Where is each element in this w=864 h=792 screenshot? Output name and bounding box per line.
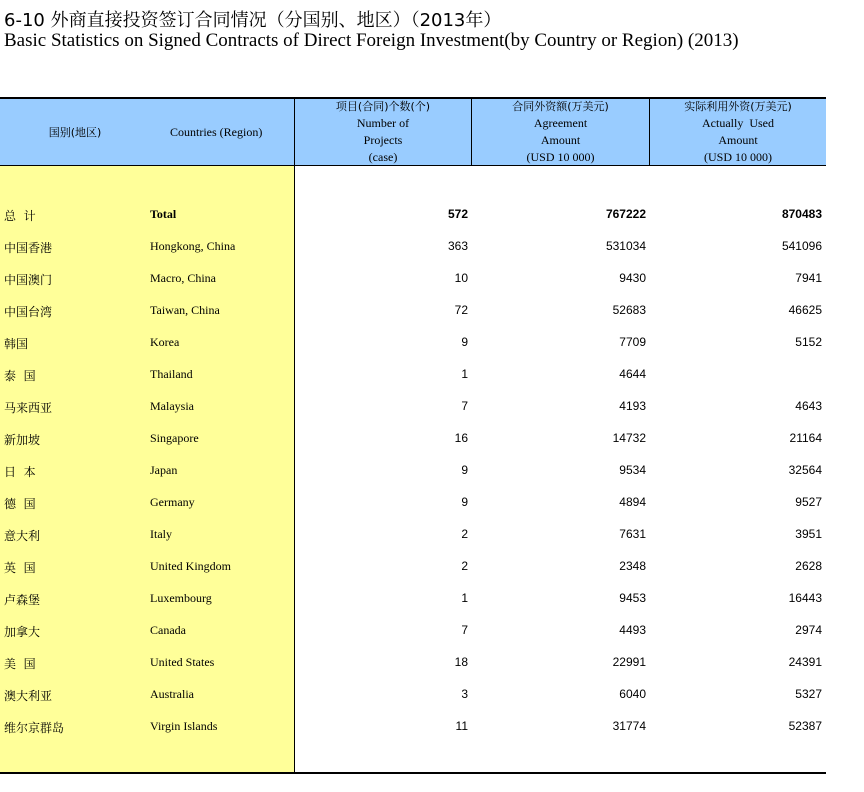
table-row [0, 207, 826, 227]
agreement-value: 4493 [619, 623, 646, 637]
country-en: Australia [150, 687, 194, 701]
country-en: Virgin Islands [150, 719, 218, 733]
country-en: Germany [150, 495, 195, 509]
country-cn: 韩国 [4, 337, 29, 351]
country-cn: 意大利 [4, 529, 41, 543]
actual-value: 2974 [795, 623, 822, 637]
country-cn: 总 计 [4, 209, 36, 223]
country-en: Japan [150, 463, 178, 477]
actual-value: 32564 [788, 463, 822, 477]
agreement-value: 4193 [619, 399, 646, 413]
country-en: Italy [150, 527, 172, 541]
table-row [0, 655, 826, 675]
projects-value: 16 [454, 431, 468, 445]
country-cn: 美 国 [4, 657, 36, 671]
projects-value: 18 [454, 655, 468, 669]
actual-value: 541096 [781, 239, 822, 253]
table-row [0, 399, 826, 419]
projects-value: 3 [461, 687, 468, 701]
header-agreement: 合同外资额(万美元) Agreement Amount (USD 10 000) [512, 100, 609, 164]
actual-value: 3951 [795, 527, 822, 541]
projects-value: 7 [461, 399, 468, 413]
table-row [0, 303, 826, 323]
country-cn: 马来西亚 [4, 401, 53, 415]
table-row [0, 687, 826, 707]
country-cn: 德 国 [4, 497, 36, 511]
projects-value: 2 [461, 559, 468, 573]
projects-value: 572 [447, 207, 468, 221]
agreement-value: 52683 [612, 303, 646, 317]
table-row [0, 495, 826, 515]
actual-value: 21164 [789, 431, 822, 445]
projects-value: 9 [461, 463, 468, 477]
country-cn: 日 本 [4, 465, 36, 479]
agreement-value: 6040 [619, 687, 646, 701]
table-row [0, 431, 826, 451]
country-en: Luxembourg [150, 591, 212, 605]
country-cn: 英 国 [4, 561, 36, 575]
actual-value: 4643 [795, 399, 822, 413]
country-en: United States [150, 655, 215, 669]
country-en: Canada [150, 623, 186, 637]
header-projects: 项目(合同)个数(个) Number of Projects (case) [335, 100, 431, 164]
projects-value: 2 [461, 527, 468, 541]
country-en: Singapore [150, 431, 199, 445]
actual-value: 7941 [795, 271, 822, 285]
table-row [0, 271, 826, 291]
agreement-value: 9430 [619, 271, 646, 285]
table-row [0, 623, 826, 643]
country-cn: 新加坡 [4, 433, 41, 447]
agreement-value: 9534 [619, 463, 646, 477]
table-row [0, 719, 826, 739]
country-cn: 泰 国 [4, 369, 36, 383]
projects-value: 7 [461, 623, 468, 637]
country-cn: 中国香港 [4, 241, 53, 255]
header-actual: 实际利用外资(万美元) Actually Used Amount (USD 10 000) [684, 100, 792, 164]
agreement-value: 7631 [619, 527, 646, 541]
actual-value: 24391 [788, 655, 822, 669]
table-row [0, 527, 826, 547]
projects-value: 363 [447, 239, 468, 253]
country-en: Macro, China [150, 271, 216, 285]
agreement-value: 2348 [619, 559, 646, 573]
actual-value: 2628 [795, 559, 822, 573]
header-country-en: Countries (Region) [170, 124, 263, 139]
header-country-cn: 国别(地区) [48, 125, 102, 139]
actual-value: 870483 [781, 207, 822, 221]
actual-value: 5327 [795, 687, 822, 701]
actual-value: 52387 [788, 719, 822, 733]
projects-value: 72 [454, 303, 468, 317]
agreement-value: 4894 [619, 495, 646, 509]
agreement-value: 4644 [619, 367, 646, 381]
country-en: Korea [150, 335, 180, 349]
table-bottom-rule [0, 772, 826, 774]
projects-value: 1 [461, 367, 468, 381]
agreement-value: 14732 [612, 431, 646, 445]
table-row [0, 463, 826, 483]
table-row [0, 335, 826, 355]
country-cn: 卢森堡 [4, 593, 41, 607]
projects-value: 9 [461, 495, 468, 509]
country-en: Thailand [150, 367, 193, 381]
agreement-value: 22991 [612, 655, 646, 669]
projects-value: 9 [461, 335, 468, 349]
actual-value: 9527 [795, 495, 822, 509]
projects-value: 10 [454, 271, 468, 285]
projects-value: 11 [455, 719, 468, 733]
country-en: United Kingdom [150, 559, 231, 573]
country-en: Malaysia [150, 399, 194, 413]
agreement-value: 31774 [612, 719, 646, 733]
country-cn: 中国台湾 [4, 305, 53, 319]
country-en: Hongkong, China [150, 239, 236, 253]
table-row [0, 239, 826, 259]
agreement-value: 767222 [605, 207, 646, 221]
agreement-value: 9453 [619, 591, 646, 605]
country-cn: 加拿大 [4, 625, 41, 639]
country-cn: 维尔京群岛 [4, 721, 65, 735]
agreement-value: 7709 [619, 335, 646, 349]
country-en: Taiwan, China [150, 303, 220, 317]
country-cn: 澳大利亚 [4, 689, 53, 703]
table-row [0, 559, 826, 579]
actual-value: 5152 [795, 335, 822, 349]
country-cn: 中国澳门 [4, 273, 53, 287]
actual-value: 46625 [788, 303, 822, 317]
page-title-en: Basic Statistics on Signed Contracts of Direct Foreign Investment(by Country or Region) (2013) [4, 30, 739, 51]
projects-value: 1 [461, 591, 468, 605]
table-row [0, 367, 826, 387]
agreement-value: 531034 [605, 239, 646, 253]
table-row [0, 591, 826, 611]
page-title-cn: 6-10 外商直接投资签订合同情况（分国别、地区）（2013年） [4, 10, 502, 31]
actual-value: 16443 [788, 591, 822, 605]
country-en: Total [150, 207, 177, 221]
table-header [0, 97, 826, 166]
